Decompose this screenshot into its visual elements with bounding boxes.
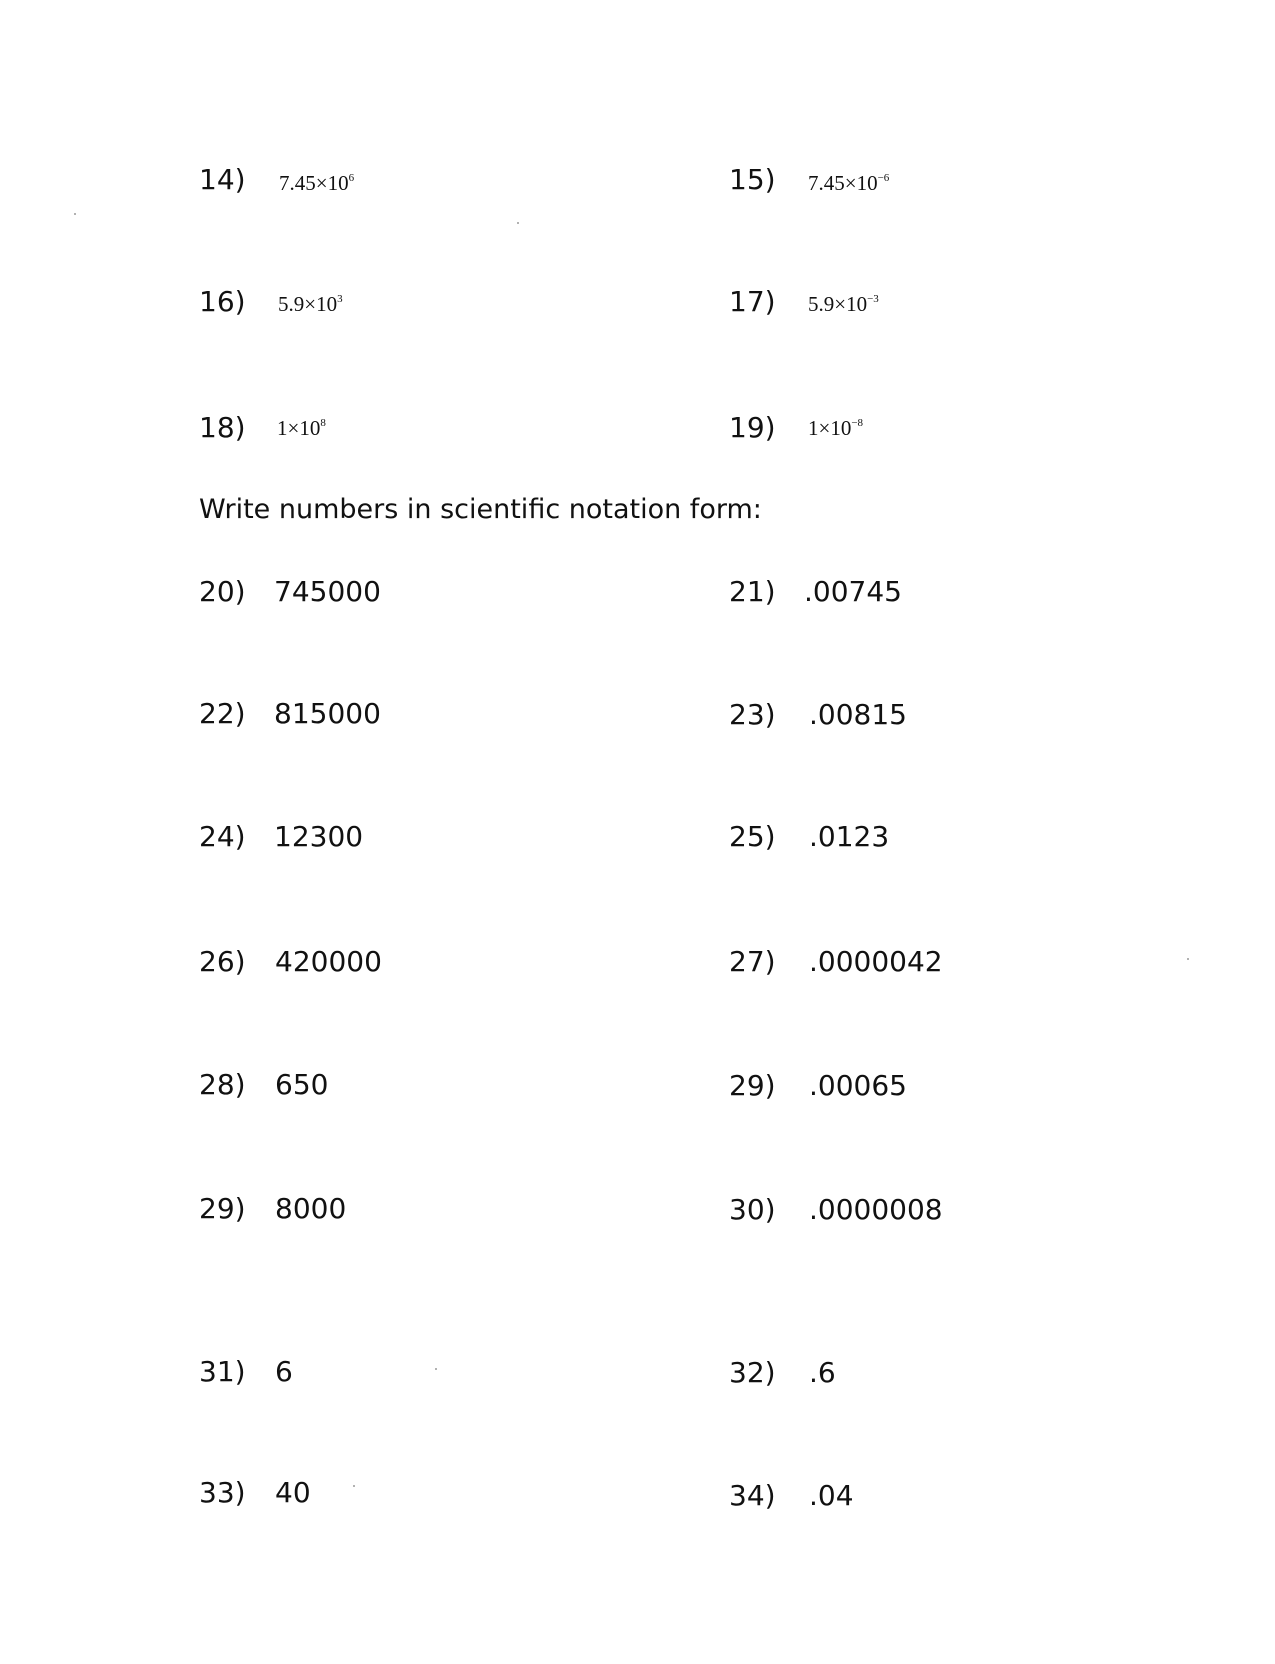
problem-number: 24) xyxy=(199,820,246,853)
scan-speck xyxy=(517,222,519,224)
problem-value: .04 xyxy=(809,1479,854,1512)
problem-number: 27) xyxy=(729,945,776,978)
problem-number: 16) xyxy=(199,285,246,318)
problem-value: 650 xyxy=(275,1068,329,1101)
problem-value: 815000 xyxy=(274,697,381,730)
problem-value: .0123 xyxy=(809,820,890,853)
problem-number: 18) xyxy=(199,411,246,444)
problem-value: 8000 xyxy=(275,1192,347,1225)
problem-number: 29) xyxy=(199,1192,246,1225)
problem-value: .6 xyxy=(809,1356,836,1389)
problem-expression: $1\times 10^8$ xyxy=(277,416,326,440)
problem-number: 22) xyxy=(199,697,246,730)
problem-value: .00815 xyxy=(809,698,907,731)
problem-number: 23) xyxy=(729,698,776,731)
problem-number: 25) xyxy=(729,820,776,853)
scan-speck xyxy=(74,213,76,215)
problem-value: 6 xyxy=(275,1355,293,1388)
problem-number: 33) xyxy=(199,1476,246,1509)
problem-value: 745000 xyxy=(274,575,381,608)
problem-value: .0000042 xyxy=(809,945,943,978)
problem-number: 30) xyxy=(729,1193,776,1226)
instruction-heading: Write numbers in scientific notation form: xyxy=(199,494,762,525)
problem-expression: $5.9\times 10^{-3}$ xyxy=(808,292,879,316)
problem-number: 21) xyxy=(729,575,776,608)
problem-number: 34) xyxy=(729,1479,776,1512)
problem-number: 15) xyxy=(729,163,776,196)
scan-speck xyxy=(1187,958,1189,960)
scan-speck xyxy=(435,1368,437,1370)
problem-value: 40 xyxy=(275,1476,311,1509)
problem-number: 31) xyxy=(199,1355,246,1388)
problem-value: 420000 xyxy=(275,945,382,978)
problem-number: 20) xyxy=(199,575,246,608)
problem-number: 17) xyxy=(729,285,776,318)
problem-expression: $5.9\times 10^3$ xyxy=(278,292,343,316)
scan-speck xyxy=(353,1485,355,1487)
problem-number: 19) xyxy=(729,411,776,444)
problem-value: .00745 xyxy=(804,575,902,608)
problem-value: .0000008 xyxy=(809,1193,943,1226)
problem-expression: $7.45\times 10^{-6}$ xyxy=(808,171,890,195)
problem-expression: $1\times 10^{-8}$ xyxy=(808,416,864,440)
problem-number: 32) xyxy=(729,1356,776,1389)
problem-number: 29) xyxy=(729,1069,776,1102)
problem-number: 28) xyxy=(199,1068,246,1101)
problem-number: 26) xyxy=(199,945,246,978)
problem-value: 12300 xyxy=(274,820,364,853)
problem-value: .00065 xyxy=(809,1069,907,1102)
problem-expression: $7.45\times 10^6$ xyxy=(279,171,355,195)
problem-number: 14) xyxy=(199,163,246,196)
